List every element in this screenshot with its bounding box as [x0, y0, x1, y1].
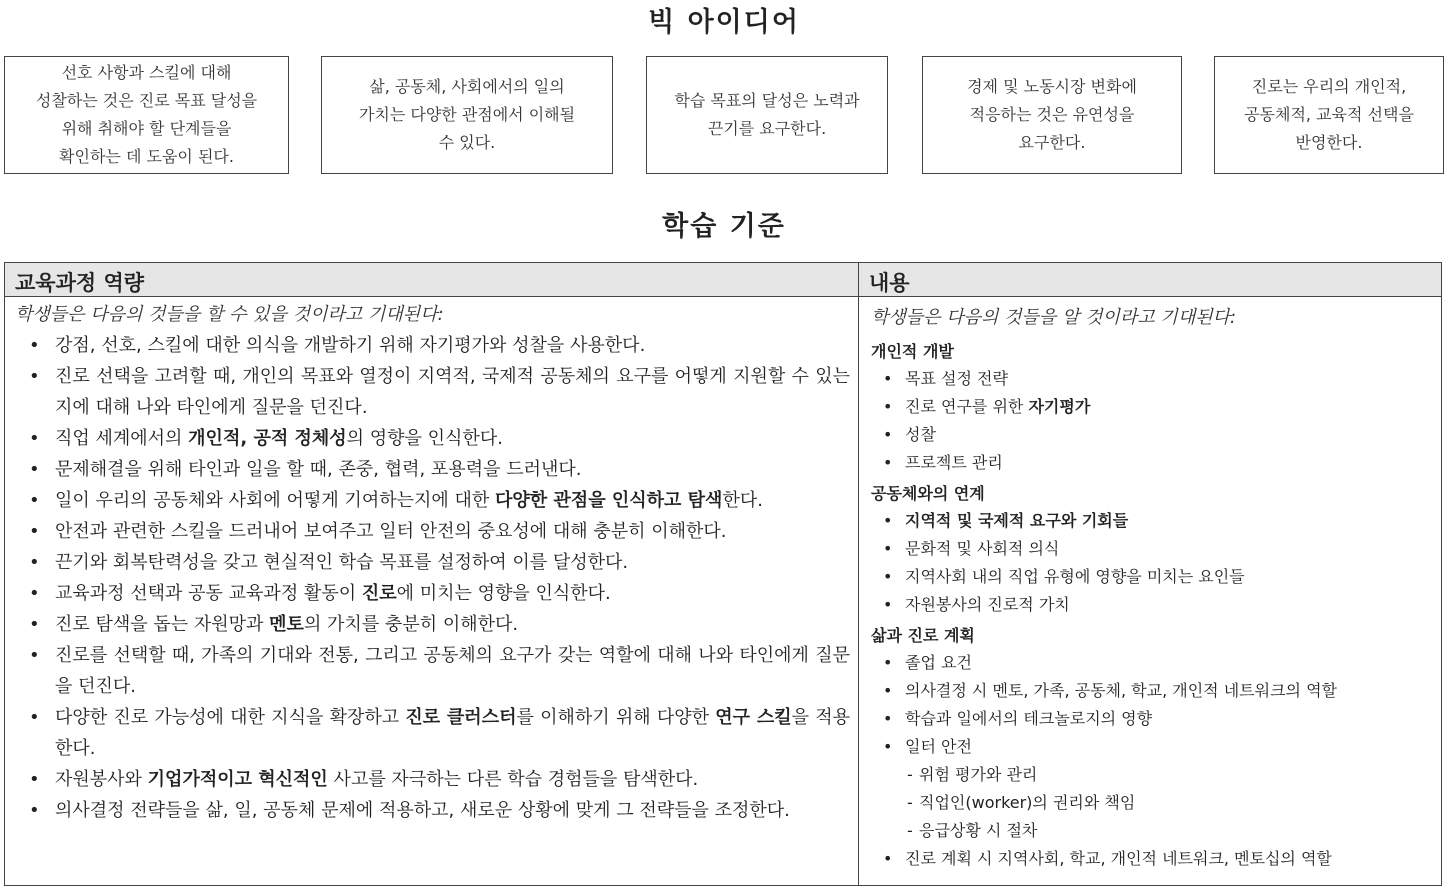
bold-term: 연구 스킬	[715, 707, 792, 728]
content-item	[871, 507, 1433, 535]
competency-item	[15, 454, 850, 485]
text-run: 의사결정 시 멘토, 가족, 공동체, 학교, 개인적 네트워크의 역할	[905, 681, 1337, 700]
text-run: 직업인(worker)의 권리와 책임	[919, 793, 1136, 812]
text-run: 자원봉사의 진로적 가치	[905, 595, 1070, 614]
content-item	[871, 677, 1433, 705]
content-intro: 학생들은 다음의 것들을 알 것이라고 기대된다:	[871, 307, 1237, 328]
text-run: 졸업 요건	[905, 653, 972, 672]
competency-item	[15, 485, 850, 516]
competency-item	[15, 609, 850, 640]
content-item	[871, 733, 1433, 761]
content-section-list	[871, 507, 1433, 619]
competency-item	[15, 702, 850, 764]
competency-item	[15, 578, 850, 609]
bold-term: 진로	[361, 583, 397, 604]
text-run: 사고를 자극하는 다른 학습 경험들을 탐색한다.	[327, 769, 699, 790]
big-idea-box-2: 삶, 공동체, 사회에서의 일의 가치는 다양한 관점에서 이해될 수 있다.	[321, 56, 613, 174]
content-item	[871, 449, 1433, 477]
text-run: 문화적 및 사회적 의식	[905, 539, 1060, 558]
competency-item	[15, 764, 850, 795]
text-run: 목표 설정 전략	[905, 369, 1008, 388]
learning-standards-table	[4, 262, 1442, 886]
text-run: 프로젝트 관리	[905, 453, 1003, 472]
text-run: 를 이해하기 위해 다양한	[516, 707, 716, 728]
content-item	[871, 365, 1433, 393]
text-run: 교육과정 선택과 공동 교육과정 활동이	[55, 583, 362, 604]
text-run: 자원봉사와	[55, 769, 148, 790]
text-run: 진로 연구를 위한	[905, 397, 1029, 416]
content-item	[871, 591, 1433, 619]
text-run: 성찰	[905, 425, 936, 444]
content-header: 내용	[859, 263, 1441, 297]
text-run: 끈기와 회복탄력성을 갖고 현실적인 학습 목표를 설정하여 이를 달성한다.	[55, 552, 629, 573]
big-ideas-title: 빅 아이디어	[648, 7, 800, 38]
text-run: 진로 계획 시 지역사회, 학교, 개인적 네트워크, 멘토십의 역할	[905, 849, 1332, 868]
big-ideas-row	[0, 56, 1448, 176]
competencies-column	[5, 263, 859, 885]
text-run: 지역사회 내의 직업 유형에 영향을 미치는 요인들	[905, 567, 1245, 586]
content-subitem	[871, 817, 1433, 845]
competencies-intro: 학생들은 다음의 것들을 할 수 있을 것이라고 기대된다:	[15, 304, 444, 325]
content-section-list	[871, 365, 1433, 477]
text-run: 학습과 일에서의 테크놀로지의 영향	[905, 709, 1153, 728]
content-item	[871, 845, 1433, 873]
text-run: 진로 선택을 고려할 때, 개인의 목표와 열정이 지역적, 국제적 공동체의 요구를 어떻게 지원할 수 있는지에 대해 나와 타인에게 질문을 던진다.	[55, 366, 850, 418]
competency-item	[15, 361, 850, 423]
content-section-title: 개인적 개발	[871, 342, 954, 361]
text-run: 한다.	[722, 490, 763, 511]
text-run: 의 영향을 인식한다.	[346, 428, 503, 449]
text-run: 에 미치는 영향을 인식한다.	[396, 583, 611, 604]
bold-term: 다양한 관점을 인식하고 탐색	[494, 490, 723, 511]
content-section-list	[871, 649, 1433, 873]
text-run: 을 적용한다.	[55, 707, 850, 759]
bold-term: 기업가적이고 혁신적인	[147, 769, 328, 790]
competency-item	[15, 640, 850, 702]
text-run: 다양한 진로 가능성에 대한 지식을 확장하고	[55, 707, 406, 728]
content-item	[871, 421, 1433, 449]
competencies-list	[15, 330, 850, 826]
text-run: 강점, 선호, 스킬에 대한 의식을 개발하기 위해 자기평가와 성찰을 사용한다.	[55, 335, 646, 356]
text-run: 직업 세계에서의	[55, 428, 189, 449]
bold-term: 지역적 및 국제적 요구와 기회들	[905, 511, 1129, 530]
content-subitem	[871, 761, 1433, 789]
bold-term: 자기평가	[1028, 397, 1091, 416]
content-section-title: 공동체와의 연계	[871, 484, 985, 503]
competency-item	[15, 516, 850, 547]
content-item	[871, 563, 1433, 591]
text-run: 의 가치를 충분히 이해한다.	[303, 614, 519, 635]
text-run: 문제해결을 위해 타인과 일을 할 때, 존중, 협력, 포용력을 드러낸다.	[55, 459, 582, 480]
text-run: 안전과 관련한 스킬을 드러내어 보여주고 일터 안전의 중요성에 대해 충분히 이해한다.	[55, 521, 727, 542]
competency-item	[15, 330, 850, 361]
text-run: 위험 평가와 관리	[919, 765, 1038, 784]
content-column	[859, 263, 1441, 885]
text-run: 응급상황 시 절차	[919, 821, 1038, 840]
big-idea-box-1: 선호 사항과 스킬에 대해 성찰하는 것은 진로 목표 달성을 위해 취해야 할 단계들을 확인하는 데 도움이 된다.	[4, 56, 289, 174]
text-run: 의사결정 전략들을 삶, 일, 공동체 문제에 적용하고, 새로운 상황에 맞게 그 전략들을 조정한다.	[55, 800, 790, 821]
competency-item	[15, 547, 850, 578]
content-section-title: 삶과 진로 계획	[871, 626, 975, 645]
bold-term: 진로 클러스터	[405, 707, 517, 728]
big-idea-box-3: 학습 목표의 달성은 노력과 끈기를 요구한다.	[646, 56, 888, 174]
learning-standards-title: 학습 기준	[662, 211, 786, 242]
text-run: 진로를 선택할 때, 가족의 기대와 전통, 그리고 공동체의 요구가 갖는 역할에 대해 나와 타인에게 질문을 던진다.	[55, 645, 850, 697]
content-item	[871, 393, 1433, 421]
bold-term: 개인적, 공적 정체성	[188, 428, 347, 449]
competency-item	[15, 795, 850, 826]
big-idea-box-4: 경제 및 노동시장 변화에 적응하는 것은 유연성을 요구한다.	[922, 56, 1182, 174]
competency-item	[15, 423, 850, 454]
content-item	[871, 705, 1433, 733]
text-run: 일터 안전	[905, 737, 972, 756]
content-item	[871, 535, 1433, 563]
big-idea-box-5: 진로는 우리의 개인적, 공동체적, 교육적 선택을 반영한다.	[1214, 56, 1444, 174]
text-run: 일이 우리의 공동체와 사회에 어떻게 기여하는지에 대한	[55, 490, 495, 511]
text-run: 진로 탐색을 돕는 자원망과	[55, 614, 270, 635]
bold-term: 멘토	[269, 614, 304, 635]
competencies-header: 교육과정 역량	[5, 263, 858, 297]
content-subitem	[871, 789, 1433, 817]
content-item	[871, 649, 1433, 677]
